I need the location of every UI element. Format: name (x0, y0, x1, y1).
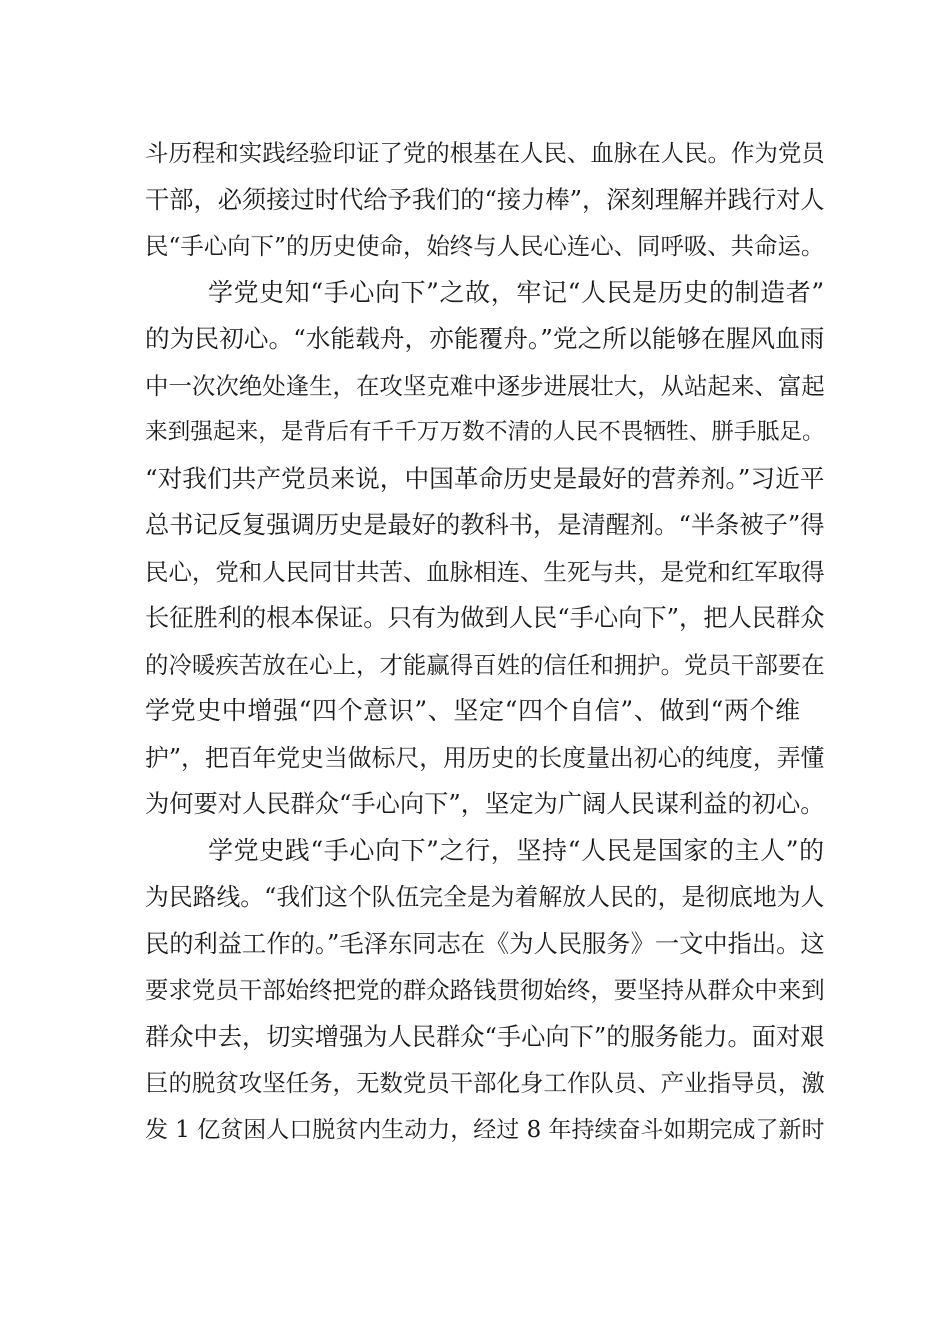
text-line: 为民路线。“我们这个队伍完全是为着解放人民的，是彻底地为人 (145, 883, 825, 911)
text-line: 长征胜利的根本保证。只有为做到人民“手心向下”，把人民群众 (145, 603, 825, 632)
text-line: 学党史中增强“四个意识”、坚定“四个自信”、做到“两个维 (145, 696, 801, 725)
text-line: 发 1 亿贫困人口脱贫内生动力，经过 8 年持续奋斗如期完成了新时 (145, 1116, 825, 1143)
text-line: 巨的脱贫攻坚任务，无数党员干部化身工作队员、产业指导员，激 (145, 1069, 825, 1097)
text-line: 的为民初心。“水能载舟，亦能覆舟。”党之所以能够在腥风血雨 (145, 324, 825, 353)
text-line: 总书记反复强调历史是最好的教科书，是清醒剂。“半条被子”得 (145, 510, 825, 539)
text-line: 的冷暖疾苦放在心上，才能赢得百姓的信任和拥护。党员干部要在 (145, 650, 825, 679)
text-line: 群众中去，切实增强为人民群众“手心向下”的服务能力。面对艰 (145, 1021, 825, 1051)
body-text (145, 130, 825, 1153)
text-line: 护”，把百年党史当做标尺，用历史的长度量出初心的纯度，弄懂 (145, 743, 825, 772)
text-line: 干部，必须接过时代给予我们的“接力棒”，深刻理解并践行对人 (145, 184, 825, 214)
text-line: 中一次次绝处逢生，在攻坚克难中逐步进展壮大，从站起来、富起 (145, 371, 825, 400)
paragraph-start-line: 学党史知“手心向下”之故，牢记“人民是历史的制造者” (208, 277, 825, 307)
text-line: 民“手心向下”的历史使命，始终与人民心连心、同呼吸、共命运。 (145, 232, 825, 260)
text-line: 来到强起来，是背后有千千万万数不清的人民不畏牺牲、胼手胝足。 (145, 419, 825, 445)
text-line: 要求党员干部始终把党的群众路钱贯彻始终，要坚持从群众中来到 (145, 976, 825, 1004)
text-line: 为何要对人民群众“手心向下”，坚定为广阔人民谋利益的初心。 (145, 789, 825, 818)
text-line: 斗历程和实践经验印证了党的根基在人民、血脉在人民。作为党员 (145, 139, 825, 167)
paragraph-start-line: 学党史践“手心向下”之行，坚持“人民是国家的主人”的 (208, 835, 825, 865)
text-line: “对我们共产党员来说，中国革命历史是最好的营养剂。”习近平 (145, 463, 825, 493)
text-line: 民的利益工作的。”毛泽东同志在《为人民服务》一文中指出。这 (145, 928, 825, 958)
text-line: 民心，党和人民同甘共苦、血脉相连、生死与共，是党和红军取得 (145, 557, 825, 586)
